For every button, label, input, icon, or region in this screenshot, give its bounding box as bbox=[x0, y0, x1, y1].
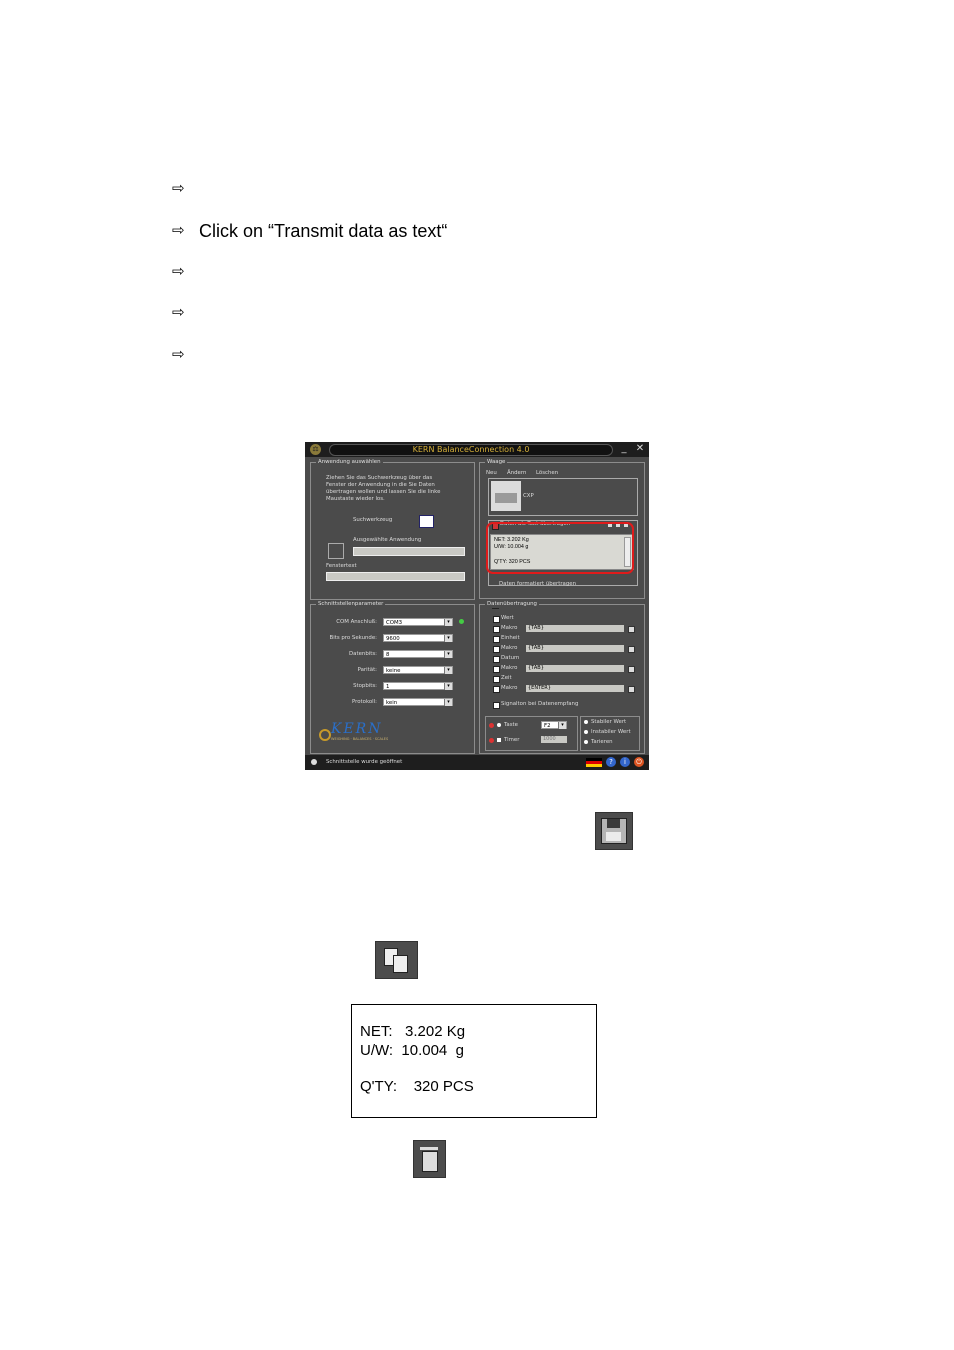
device-list[interactable] bbox=[488, 478, 638, 516]
device-name: CXP bbox=[523, 493, 534, 499]
menu-new[interactable]: Neu bbox=[486, 470, 497, 476]
stable-radio[interactable] bbox=[584, 720, 588, 724]
step-transmit-text: Click on “Transmit data as text“ bbox=[199, 221, 448, 241]
trigger-options bbox=[580, 716, 640, 751]
group-interface-params bbox=[310, 601, 475, 754]
protocol-label: Protokoll: bbox=[351, 699, 377, 705]
trash-icon[interactable] bbox=[413, 1140, 446, 1178]
signal-checkbox[interactable] bbox=[493, 702, 500, 709]
timer-checkbox[interactable] bbox=[497, 738, 501, 742]
timer-trigger-icon bbox=[489, 738, 494, 743]
crosshair-icon[interactable] bbox=[419, 515, 434, 528]
lock-icon[interactable] bbox=[628, 666, 635, 673]
key-radio[interactable] bbox=[497, 723, 501, 727]
databits-select[interactable]: 8 ▾ bbox=[383, 650, 453, 658]
macro-field[interactable]: {TAB} bbox=[526, 645, 624, 652]
row-label: Makro bbox=[501, 665, 518, 671]
copy-icon[interactable] bbox=[375, 941, 418, 979]
row-label: Einheit bbox=[501, 635, 520, 641]
signal-label: Signalton bei Datenempfang bbox=[501, 701, 579, 707]
help-icon[interactable]: ? bbox=[606, 757, 616, 767]
timer-label: Timer bbox=[504, 737, 520, 743]
app-icon-placeholder bbox=[328, 543, 344, 559]
row-label: Zeit bbox=[501, 675, 512, 681]
group-data-transfer bbox=[479, 601, 645, 754]
window-text-label: Fenstertext bbox=[326, 563, 357, 569]
close-button[interactable]: ✕ bbox=[635, 443, 645, 454]
instruction-line: Fenster der Anwendung in die Sie Daten bbox=[326, 482, 435, 488]
parity-select[interactable]: keine ▾ bbox=[383, 666, 453, 674]
bullet-arrow-icon: ⇨ bbox=[172, 263, 185, 280]
scale-icon bbox=[491, 481, 521, 511]
trigger-frame bbox=[485, 716, 578, 751]
macro-field[interactable]: {TAB} bbox=[526, 665, 624, 672]
highlight-frame bbox=[486, 522, 634, 574]
option-label: Stabiler Wert bbox=[591, 719, 627, 725]
macro-checkbox[interactable] bbox=[493, 646, 500, 653]
date-checkbox[interactable] bbox=[493, 656, 500, 663]
power-icon[interactable]: ⏻ bbox=[634, 757, 644, 767]
minimize-button[interactable]: _ bbox=[621, 443, 627, 454]
status-bar bbox=[305, 755, 649, 770]
parity-label: Parität: bbox=[357, 667, 377, 673]
selected-app-label: Ausgewählte Anwendung bbox=[353, 537, 422, 543]
stopbits-label: Stopbits: bbox=[353, 683, 377, 689]
kern-logo: KERN WEIGHING · BALANCES · SCALES bbox=[319, 721, 409, 745]
instruction-line: Maustaste wieder los. bbox=[326, 496, 385, 502]
window-text-field bbox=[326, 572, 465, 581]
selected-app-field bbox=[353, 547, 465, 556]
macro-checkbox[interactable] bbox=[493, 686, 500, 693]
value-checkbox[interactable] bbox=[493, 616, 500, 623]
trigger-icon bbox=[489, 723, 494, 728]
search-tool-label: Suchwerkzeug bbox=[353, 517, 393, 523]
time-checkbox[interactable] bbox=[493, 676, 500, 683]
lock-icon[interactable] bbox=[628, 626, 635, 633]
bullet-arrow-icon: ⇨ bbox=[172, 346, 185, 363]
output-line: NET: 3.202 Kg bbox=[360, 1023, 466, 1040]
group-select-application bbox=[310, 459, 475, 600]
row-label: Makro bbox=[501, 645, 518, 651]
row-label: Datum bbox=[501, 655, 520, 661]
group-title: Anwendung auswählen bbox=[318, 459, 381, 465]
lock-icon[interactable] bbox=[628, 686, 635, 693]
bullet-arrow-icon: ⇨ bbox=[172, 304, 185, 321]
status-info-icon bbox=[311, 759, 317, 765]
macro-field[interactable]: {TAB} bbox=[526, 625, 624, 632]
row-label: Makro bbox=[501, 625, 518, 631]
connected-indicator-icon bbox=[459, 619, 464, 624]
tare-radio[interactable] bbox=[584, 740, 588, 744]
app-window bbox=[305, 442, 649, 770]
output-textbox bbox=[351, 1004, 597, 1118]
group-title: Schnittstellenparameter bbox=[318, 601, 384, 607]
group-title: Waage bbox=[487, 459, 506, 465]
key-label: Taste bbox=[504, 722, 518, 728]
output-line: U/W: 10.004 g bbox=[360, 1042, 464, 1059]
bullet-arrow-icon: ⇨ bbox=[172, 180, 185, 197]
window-title: KERN BalanceConnection 4.0 bbox=[329, 444, 613, 456]
instruction-line: Ziehen Sie das Suchwerkzeug über das bbox=[326, 475, 433, 481]
bullet-arrow-icon: ⇨ bbox=[172, 222, 185, 239]
instruction-line: übertragen wollen und lassen Sie die linke bbox=[326, 489, 441, 495]
menu-change[interactable]: Ändern bbox=[507, 470, 527, 476]
key-select[interactable]: F2 ▾ bbox=[541, 721, 567, 729]
timer-field[interactable]: 1000 bbox=[541, 736, 567, 743]
baud-label: Bits pro Sekunde: bbox=[329, 635, 377, 641]
com-port-select[interactable]: COM3 ▾ bbox=[383, 618, 453, 626]
protocol-select[interactable]: kein ▾ bbox=[383, 698, 453, 706]
stopbits-select[interactable]: 1 ▾ bbox=[383, 682, 453, 690]
status-text: Schnittstelle wurde geöffnet bbox=[326, 759, 403, 765]
transmit-text-label: Daten als Text übertragen bbox=[500, 521, 571, 527]
flag-icon[interactable] bbox=[586, 758, 602, 767]
com-port-label: COM Anschluß: bbox=[336, 619, 377, 625]
unit-checkbox[interactable] bbox=[493, 636, 500, 643]
received-line: Q'TY: 320 PCS bbox=[494, 559, 531, 565]
row-label: Wert bbox=[501, 615, 514, 621]
row-label: Makro bbox=[501, 685, 518, 691]
title-bar bbox=[305, 442, 649, 457]
info-icon[interactable]: i bbox=[620, 757, 630, 767]
lock-icon[interactable] bbox=[628, 646, 635, 653]
app-logo-icon: ⚖ bbox=[310, 444, 321, 455]
transmit-formatted-label: Daten formatiert übertragen bbox=[499, 581, 577, 587]
output-line: Q'TY: 320 PCS bbox=[360, 1078, 474, 1095]
option-label: Tarieren bbox=[591, 739, 613, 745]
group-title: Datenübertragung bbox=[487, 601, 537, 607]
baud-select[interactable]: 9600 ▾ bbox=[383, 634, 453, 642]
option-label: Instabiler Wert bbox=[591, 729, 631, 735]
databits-label: Datenbits: bbox=[349, 651, 377, 657]
received-line: NET: 3.202 Kg bbox=[494, 537, 529, 543]
macro-field[interactable]: {ENTER} bbox=[526, 685, 624, 692]
menu-delete[interactable]: Löschen bbox=[536, 470, 559, 476]
macro-checkbox[interactable] bbox=[493, 666, 500, 673]
unstable-radio[interactable] bbox=[584, 730, 588, 734]
save-icon[interactable] bbox=[595, 812, 633, 850]
received-line: U/W: 10.004 g bbox=[494, 544, 529, 550]
macro-checkbox[interactable] bbox=[493, 626, 500, 633]
